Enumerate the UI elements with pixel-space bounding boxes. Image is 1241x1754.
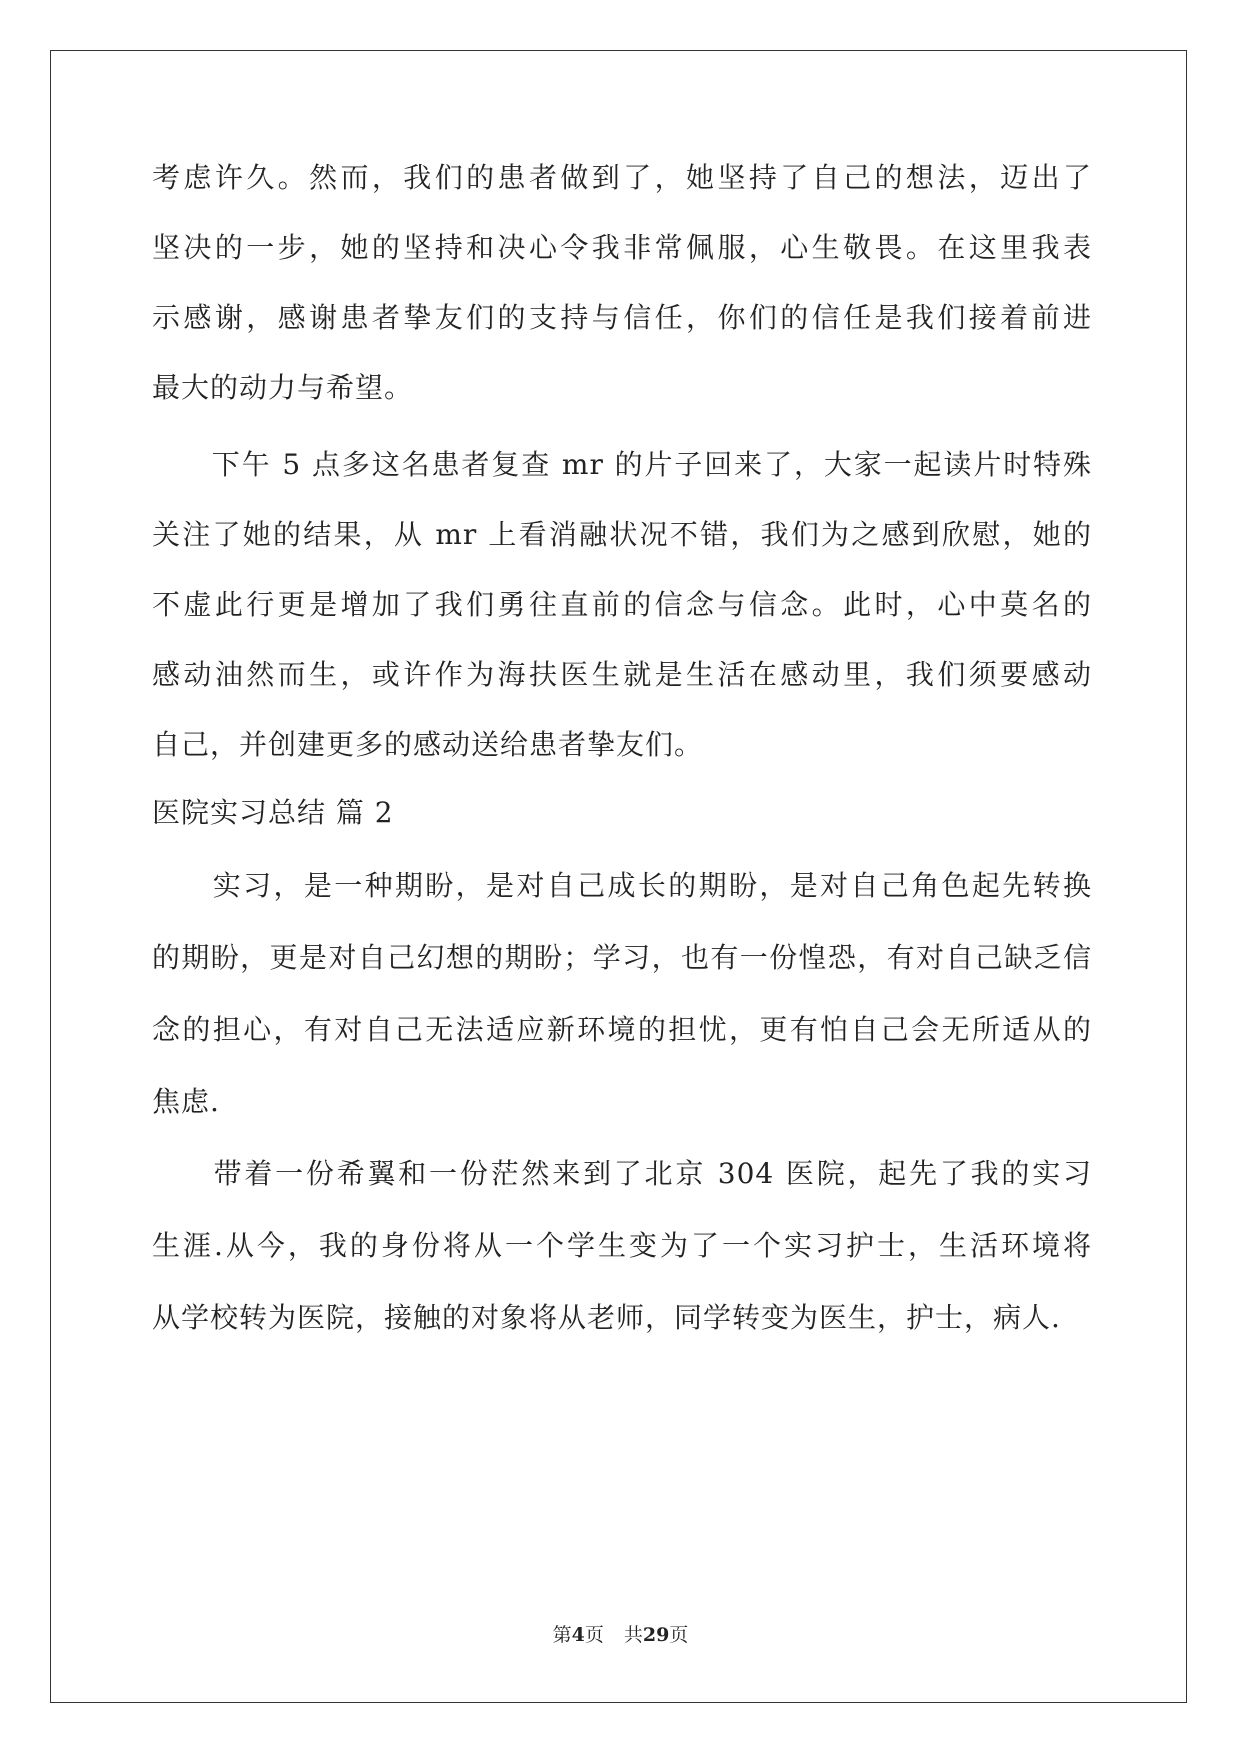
paragraph-line: 不虚此行更是增加了我们勇往直前的信念与信念。此时，心中莫名的 — [152, 588, 1092, 621]
page-prefix: 第 — [552, 1624, 572, 1646]
paragraph-line: 焦虑. — [152, 1085, 220, 1118]
paragraph-line: 实习，是一种期盼，是对自己成长的期盼，是对自己角色起先转换 — [152, 869, 1092, 902]
page-footer — [0, 1623, 1241, 1647]
paragraph-line: 示感谢，感谢患者挚友们的支持与信任，你们的信任是我们接着前进 — [152, 301, 1092, 334]
paragraph-line: 坚决的一步，她的坚持和决心令我非常佩服，心生敬畏。在这里我表 — [152, 231, 1092, 264]
page-number: 4 — [571, 1624, 585, 1646]
paragraph-line: 的期盼，更是对自己幻想的期盼；学习，也有一份惶恐，有对自己缺乏信 — [152, 941, 1092, 974]
paragraph-line: 从学校转为医院，接触的对象将从老师，同学转变为医生，护士，病人. — [152, 1301, 1061, 1334]
paragraph-line: 最大的动力与希望。 — [152, 371, 414, 404]
page-suffix: 页 — [584, 1624, 604, 1646]
paragraph-line: 感动油然而生，或许作为海扶医生就是生活在感动里，我们须要感动 — [152, 658, 1092, 691]
paragraph-line: 考虑许久。然而，我们的患者做到了，她坚持了自己的想法，迈出了 — [152, 161, 1092, 194]
total-suffix: 页 — [669, 1624, 689, 1646]
paragraph-line: 关注了她的结果，从 mr 上看消融状况不错，我们为之感到欣慰，她的 — [152, 518, 1092, 551]
paragraph-line: 念的担心，有对自己无法适应新环境的担忧，更有怕自己会无所适从的 — [152, 1013, 1092, 1046]
total-pages: 29 — [642, 1624, 670, 1646]
section-heading: 医院实习总结 篇 2 — [152, 796, 394, 829]
paragraph-line: 带着一份希翼和一份茫然来到了北京 304 医院，起先了我的实习 — [152, 1157, 1092, 1190]
paragraph-line: 下午 5 点多这名患者复查 mr 的片子回来了，大家一起读片时特殊 — [152, 448, 1092, 481]
total-prefix: 共 — [623, 1624, 643, 1646]
paragraph-line: 生涯.从今，我的身份将从一个学生变为了一个实习护士，生活环境将 — [152, 1229, 1092, 1262]
paragraph-line: 自己，并创建更多的感动送给患者挚友们。 — [152, 728, 704, 761]
